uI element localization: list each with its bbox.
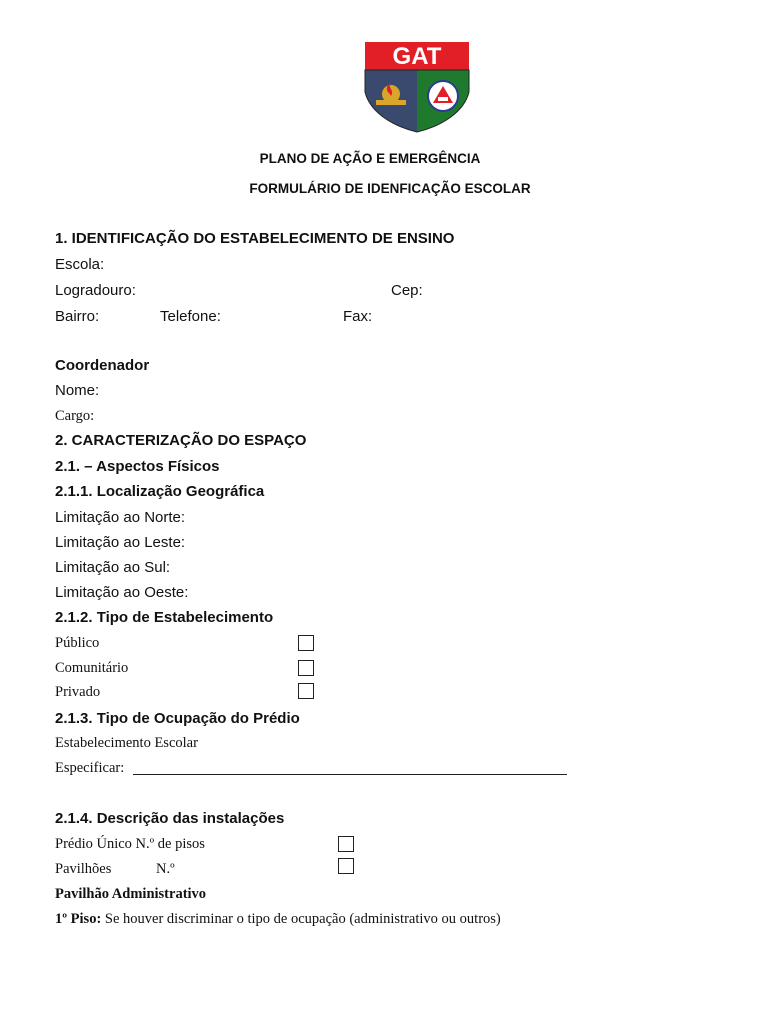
subsection-2-1-1: 2.1.1. Localização Geográfica: [55, 483, 265, 500]
tipo-publico-label: Público: [55, 635, 100, 651]
piso1-label: 1º Piso:: [55, 911, 102, 927]
bairro-label: Bairro:: [55, 308, 100, 325]
pavilhao-administrativo-title: Pavilhão Administrativo: [55, 886, 207, 902]
privado-checkbox[interactable]: [298, 683, 314, 699]
predio-unico-label: Prédio Único N.º de pisos: [55, 836, 205, 852]
cep-label: Cep:: [391, 282, 423, 299]
comunitario-checkbox[interactable]: [298, 660, 314, 676]
predio-unico-checkbox[interactable]: [338, 836, 354, 852]
header-subtitle: FORMULÁRIO DE IDENFICAÇÃO ESCOLAR: [249, 181, 531, 196]
tipo-privado-label: Privado: [55, 684, 101, 700]
subsection-2-1-2: 2.1.2. Tipo de Estabelecimento: [55, 609, 274, 626]
limitacao-leste-label: Limitação ao Leste:: [55, 534, 186, 551]
pavilhoes-checkbox[interactable]: [338, 858, 354, 874]
limitacao-norte-label: Limitação ao Norte:: [55, 509, 186, 526]
subsection-2-1-4: 2.1.4. Descrição das instalações: [55, 810, 285, 827]
piso1-line: [55, 911, 501, 928]
publico-checkbox[interactable]: [298, 635, 314, 651]
limitacao-sul-label: Limitação ao Sul:: [55, 559, 171, 576]
logradouro-label: Logradouro:: [55, 282, 136, 299]
piso1-text: Se houver discriminar o tipo de ocupação (administrativo ou outros): [104, 911, 501, 927]
pavilhoes-numero-label: N.º: [156, 861, 175, 877]
header-title: PLANO DE AÇÃO E EMERGÊNCIA: [259, 151, 481, 166]
telefone-label: Telefone:: [160, 308, 221, 325]
section1-title: 1. IDENTIFICAÇÃO DO ESTABELECIMENTO DE ENSINO: [55, 230, 455, 247]
subsection-2-1-3: 2.1.3. Tipo de Ocupação do Prédio: [55, 710, 300, 727]
fax-label: Fax:: [343, 308, 373, 325]
nome-label: Nome:: [55, 382, 100, 399]
section2-title: 2. CARACTERIZAÇÃO DO ESPAÇO: [55, 432, 307, 449]
subsection-2-1: 2.1. – Aspectos Físicos: [55, 458, 220, 475]
especificar-label: Especificar:: [55, 760, 125, 776]
especificar-field-line[interactable]: [133, 774, 567, 775]
tipo-comunitario-label: Comunitário: [55, 660, 129, 676]
estabelecimento-escolar-label: Estabelecimento Escolar: [55, 735, 198, 751]
logo-text: GAT: [392, 43, 442, 70]
limitacao-oeste-label: Limitação ao Oeste:: [55, 584, 189, 601]
triangle-seal-icon: [428, 81, 458, 111]
cargo-label: Cargo:: [55, 408, 95, 424]
gat-logo: [362, 42, 472, 134]
coordenador-title: Coordenador: [55, 357, 150, 374]
pavilhoes-label: Pavilhões: [55, 861, 112, 877]
escola-label: Escola:: [55, 256, 105, 273]
